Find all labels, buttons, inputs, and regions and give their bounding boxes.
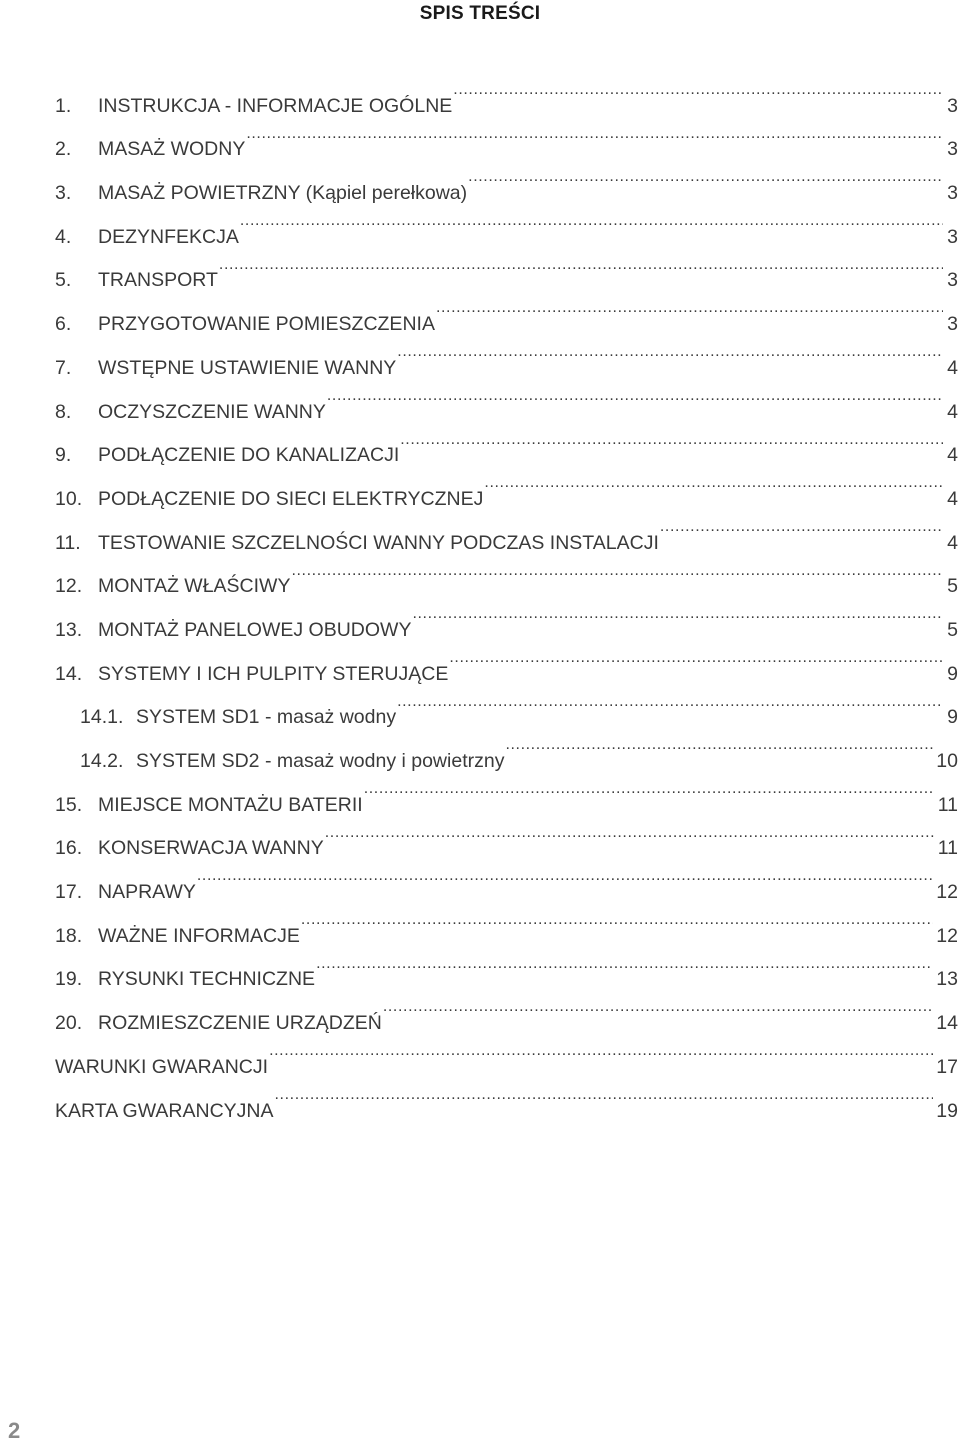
toc-entry-title: TRANSPORT xyxy=(98,269,218,292)
toc-entry-number: 15. xyxy=(55,793,83,816)
toc-entry-page: 14 xyxy=(936,1012,958,1035)
toc-entry-page: 5 xyxy=(947,618,958,641)
toc-entry-title: NAPRAWY xyxy=(98,881,196,904)
toc-dot-leader xyxy=(327,374,943,418)
toc-entry-title: ROZMIESZCZENIE URZĄDZEŃ xyxy=(98,1012,382,1035)
toc-entry-title: DEZYNFEKCJA xyxy=(98,225,239,248)
toc-entry-number: 14. xyxy=(55,662,83,685)
toc-entry-page: 3 xyxy=(947,225,958,248)
toc-entry-page: 9 xyxy=(947,662,958,685)
toc-entry-page: 12 xyxy=(936,881,958,904)
toc-entry-page: 4 xyxy=(947,356,958,379)
toc-entry-number: 18. xyxy=(55,924,83,947)
toc-entry-title: PRZYGOTOWANIE POMIESZCZENIA xyxy=(98,313,435,336)
toc-dot-leader xyxy=(291,549,943,593)
toc-dot-leader xyxy=(660,505,943,549)
toc-entry-number: 6. xyxy=(55,313,72,336)
toc-entry-number: 8. xyxy=(55,400,72,423)
toc-dot-leader xyxy=(240,199,943,243)
toc-dot-leader xyxy=(246,112,943,156)
toc-entry-number: 20. xyxy=(55,1012,83,1035)
toc-entry-page: 5 xyxy=(947,575,958,598)
toc-dot-leader xyxy=(269,1029,933,1073)
toc-entry-number: 1. xyxy=(55,94,72,117)
toc-dot-leader xyxy=(301,898,933,942)
toc-entry-title: PODŁĄCZENIE DO KANALIZACJI xyxy=(98,444,400,467)
toc-entry-title: WSTĘPNE USTAWIENIE WANNY xyxy=(98,356,397,379)
toc-entry-number: 5. xyxy=(55,269,72,292)
toc-entry-title: PODŁĄCZENIE DO SIECI ELEKTRYCZNEJ xyxy=(98,487,484,510)
toc-entry-page: 3 xyxy=(947,182,958,205)
toc-entry-page: 4 xyxy=(947,531,958,554)
table-of-contents xyxy=(55,68,958,1122)
toc-entry-page: 4 xyxy=(947,444,958,467)
toc-entry-number: 7. xyxy=(55,356,72,379)
toc-entry-title: INSTRUKCJA - INFORMACJE OGÓLNE xyxy=(98,94,453,117)
toc-dot-leader xyxy=(453,68,943,112)
toc-dot-leader xyxy=(325,811,935,855)
toc-entry-title: MIEJSCE MONTAŻU BATERII xyxy=(98,793,363,816)
toc-entry-title: TESTOWANIE SZCZELNOŚCI WANNY PODCZAS INSTALACJI xyxy=(98,531,659,554)
toc-dot-leader xyxy=(400,418,943,462)
toc-entry-title: SYSTEMY I ICH PULPITY STERUJĄCE xyxy=(98,662,449,685)
toc-entry-page: 19 xyxy=(936,1099,958,1122)
toc-entry-number: 9. xyxy=(55,444,72,467)
toc-entry-page: 17 xyxy=(936,1055,958,1078)
toc-dot-leader xyxy=(468,155,943,199)
toc-entry-title: KARTA GWARANCYJNA xyxy=(55,1099,274,1122)
toc-entry-number: 14.2. xyxy=(80,750,124,772)
page-title: SPIS TREŚCI xyxy=(419,3,541,24)
toc-entry-page: 3 xyxy=(947,94,958,117)
toc-dot-leader xyxy=(484,461,943,505)
toc-entry-title: MASAŻ POWIETRZNY (Kąpiel perełkowa) xyxy=(98,182,468,205)
toc-entry-page: 12 xyxy=(936,924,958,947)
toc-entry-number: 3. xyxy=(55,182,72,205)
toc-dot-leader xyxy=(505,723,933,767)
page-number: 2 xyxy=(8,1418,21,1443)
toc-entry-page: 3 xyxy=(947,313,958,336)
toc-entry-number: 19. xyxy=(55,968,83,991)
toc-entry[interactable] xyxy=(55,68,958,117)
toc-entry-number: 17. xyxy=(55,881,83,904)
toc-dot-leader xyxy=(449,636,943,680)
toc-entry-number: 14.1. xyxy=(80,706,124,729)
toc-entry-page: 4 xyxy=(947,400,958,423)
toc-entry-title: SYSTEM SD1 - masaż wodny xyxy=(136,706,397,729)
toc-entry-number: 12. xyxy=(55,575,83,598)
toc-entry-page: 10 xyxy=(936,750,958,772)
toc-entry-title: KONSERWACJA WANNY xyxy=(98,837,324,860)
toc-dot-leader xyxy=(364,767,935,811)
toc-dot-leader xyxy=(219,243,943,287)
toc-dot-leader xyxy=(397,330,943,374)
toc-entry-number: 11. xyxy=(55,531,81,554)
toc-entry-page: 4 xyxy=(947,487,958,510)
toc-entry-title: WAŻNE INFORMACJE xyxy=(98,924,300,947)
toc-entry-title: MASAŻ WODNY xyxy=(98,138,246,161)
toc-dot-leader xyxy=(383,985,933,1029)
toc-entry-number: 2. xyxy=(55,138,72,161)
toc-entry-page: 9 xyxy=(947,706,958,729)
toc-entry-title: MONTAŻ WŁAŚCIWY xyxy=(98,575,291,598)
toc-entry-number: 13. xyxy=(55,618,83,641)
toc-entry-title: MONTAŻ PANELOWEJ OBUDOWY xyxy=(98,618,412,641)
toc-dot-leader xyxy=(316,942,933,986)
toc-dot-leader xyxy=(275,1073,934,1117)
toc-entry-title: OCZYSZCZENIE WANNY xyxy=(98,400,326,423)
toc-entry-page: 13 xyxy=(936,968,958,991)
toc-entry-page: 11 xyxy=(937,793,958,816)
toc-entry-page: 3 xyxy=(947,269,958,292)
toc-entry-title: WARUNKI GWARANCJI xyxy=(55,1055,269,1078)
toc-entry-number: 16. xyxy=(55,837,83,860)
toc-dot-leader xyxy=(397,680,943,724)
toc-dot-leader xyxy=(436,286,943,330)
toc-entry-number: 10. xyxy=(55,487,83,510)
toc-entry-page: 3 xyxy=(947,138,958,161)
toc-dot-leader xyxy=(197,854,933,898)
toc-dot-leader xyxy=(412,592,943,636)
toc-entry-title: RYSUNKI TECHNICZNE xyxy=(98,968,316,991)
toc-entry-title: SYSTEM SD2 - masaż wodny i powietrzny xyxy=(136,750,505,772)
toc-entry-number: 4. xyxy=(55,225,72,248)
toc-entry-page: 11 xyxy=(937,837,958,860)
